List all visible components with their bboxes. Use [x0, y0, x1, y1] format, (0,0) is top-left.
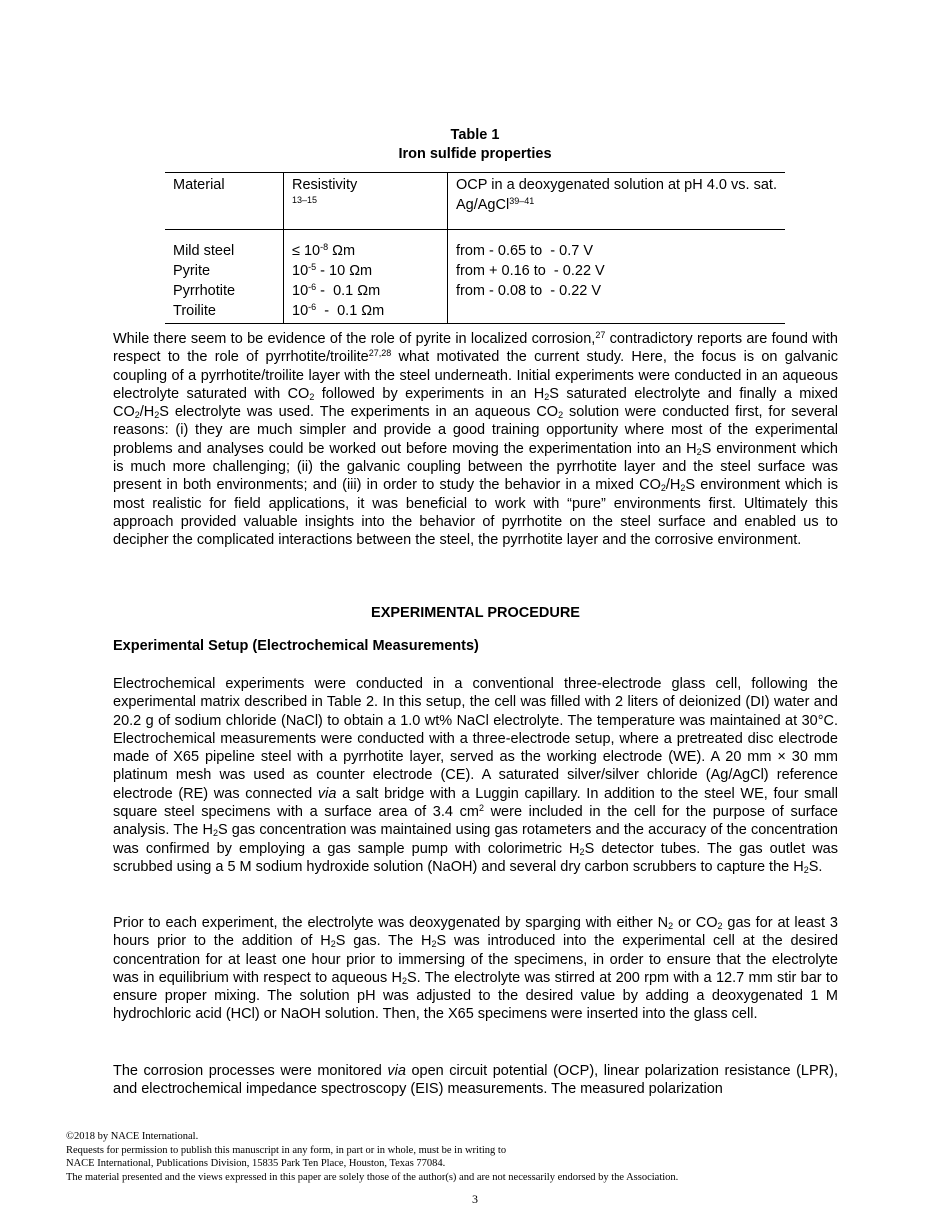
header-ocp-label: OCP in a deoxygenated solution at pH 4.0 vs. sat. Ag/AgCl [456, 177, 777, 213]
resistivity-cell [292, 241, 439, 261]
header-resistivity-label: Resistivity [292, 177, 358, 193]
ocp-cell [456, 301, 777, 321]
ocp-cell: from + 0.16 to - 0.22 V [456, 263, 605, 279]
material-cell: Troilite [173, 303, 216, 319]
resistivity-unit: - 10 Ωm [316, 263, 373, 279]
resistivity-unit: Ωm [328, 243, 356, 259]
citation: 27,28 [368, 348, 392, 359]
monitoring-paragraph: The corrosion processes were monitored via open circuit potential (OCP), linear polarization resistance (LPR), and electrochemical impedance spectroscopy (EIS) measurements. The measured polarization [113, 1063, 838, 1098]
resistivity-exponent: -5 [308, 262, 317, 272]
citation: 27 [595, 330, 606, 340]
table-caption-number: Table 1 [450, 127, 500, 143]
resistivity-base: 10 [292, 303, 309, 319]
page-number: 3 [472, 1192, 478, 1206]
resistivity-base: ≤ 10 [292, 243, 321, 259]
resistivity-base: 10 [292, 283, 309, 299]
resistivity-exponent: -6 [308, 282, 317, 292]
footer-line: NACE International, Publications Division, 15835 Park Ten Place, Houston, Texas 77084. [66, 1158, 446, 1169]
header-ocp [448, 173, 786, 230]
footer-line: Requests for permission to publish this manuscript in any form, in part or in whole, must be in writing to [66, 1144, 507, 1156]
resistivity-cell [292, 261, 439, 281]
resistivity-cell [292, 301, 439, 321]
resistivity-cell [292, 281, 439, 301]
ocp-column [448, 230, 786, 324]
material-cell: Mild steel [173, 243, 235, 259]
material-cell: Pyrrhotite [173, 283, 236, 299]
material-column [165, 230, 284, 324]
ocp-cell: from - 0.65 to - 0.7 V [456, 243, 593, 259]
resistivity-base: 10 [292, 263, 309, 279]
setup-paragraph: Electrochemical experiments were conducted in a conventional three-electrode glass cell, following the experimental matrix described in Table 2. In this setup, the cell was filled with 2 liters of deionized (DI) water and 20.2 g of sodium chloride (NaCl) to obtain a 1.0 wt% NaCl electrolyte. The temperature was maintained at 30°C. Electrochemical measurements were conducted with a three-electrode setup, where a pretreated disc electrode made of X65 pipeline steel with a pyrrhotite layer, served as the working electrode (WE). A 20 mm × 30 mm platinum mesh was used as counter electrode (CE). A saturated silver/silver chloride (Ag/AgCl) reference electrode (RE) was connected via a salt bridge with a Luggin capillary. In addition to the steel WE, four small square steel specimens with a surface area of 3.4 $cm^2$ were included in the cell for the purpose of surface analysis. The $H_2S$ gas concentration was maintained using gas rotameters and the accuracy of the concentration was confirmed by employing a gas sample pump with colorimetric $H_2S$ detector tubes. The gas outlet was scrubbed using a 5 M sodium hydroxide solution (NaOH) and several dry carbon scrubbers to capture the $H_2S$. [113, 676, 839, 875]
header-resistivity [284, 173, 448, 230]
copyright-footer [66, 1130, 678, 1184]
footer-line: ©2018 by NACE International. [66, 1131, 199, 1142]
subsection-heading: Experimental Setup (Electrochemical Measurements) [113, 638, 479, 654]
table-header-row [165, 173, 785, 230]
iron-sulfide-properties-table [165, 172, 785, 324]
resistivity-unit: - 0.1 Ωm [316, 303, 385, 319]
header-ocp-ref: 39–41 [509, 196, 535, 206]
footer-line: The material presented and the views expressed in this paper are solely those of the author(s) and are not necessarily endorsed by the Association. [66, 1171, 679, 1183]
resistivity-exponent: -8 [320, 242, 329, 252]
table-caption-title: Iron sulfide properties [398, 146, 552, 162]
resistivity-column [284, 230, 448, 324]
table-body-row [165, 230, 785, 324]
material-cell: Pyrite [173, 263, 211, 279]
deoxygenation-paragraph: Prior to each experiment, the electrolyte was deoxygenated by sparging with either $N_2$ or $CO_2$ gas for at least 3 hours prior to the addition of $H_2S$ gas. The $H_2S$ was introduced into the experimental cell at the desired concentration for at least one hour prior to immersing of the specimens, in order to ensure that the electrolyte was in equilibrium with respect to aqueous $H_2S$. The electrolyte was stirred at 200 rpm with a 12.7 mm stir bar to ensure proper mixing. The solution pH was adjusted to the desired value by adding a deoxygenated 1 M hydrochloric acid (HCl) or NaOH solution. Then, the X65 specimens were inserted into the glass cell. [113, 915, 839, 1023]
header-resistivity-ref: 13–15 [292, 195, 318, 205]
header-material: Material [165, 173, 284, 230]
ocp-cell: from - 0.08 to - 0.22 V [456, 283, 602, 299]
resistivity-exponent: -6 [308, 302, 317, 312]
resistivity-unit: - 0.1 Ωm [316, 283, 381, 299]
section-heading: EXPERIMENTAL PROCEDURE [371, 605, 580, 621]
intro-paragraph: While there seem to be evidence of the role of pyrite in localized corrosion,$^{27}$ contradictory reports are found with respect to the role of pyrrhotite/troilite$^{27,28}$ what motivated the current study. Here, the focus is on galvanic coupling of a pyrrhotite/troilite layer with the steel underneath. Initial experiments were conducted in an aqueous electrolyte saturated with $CO_2$ followed by experiments in an $H_2S$ saturated electrolyte and finally a mixed $CO_2/H_2S$ electrolyte was used. The experiments in an aqueous $CO_2$ solution were conducted first, for several reasons: (i) they are much simpler and provide a good training opportunity where most of the experimental problems and analyses could be worked out before moving the experimentation into an $H_2S$ environment which is much more challenging; (ii) the galvanic coupling between the pyrrhotite layer and the steel surface was present in both environments; and (iii) in order to study the behavior in a mixed $CO_2/H_2S$ environment which is most realistic for field applications, it was beneficial to work with “pure” environments first. Ultimately this approach provided valuable insights into the behavior of pyrrhotite on the steel surface and enabled us to decipher the complicated interactions between the steel, the pyrrhotite layer and the corrosive environment. [113, 330, 839, 549]
